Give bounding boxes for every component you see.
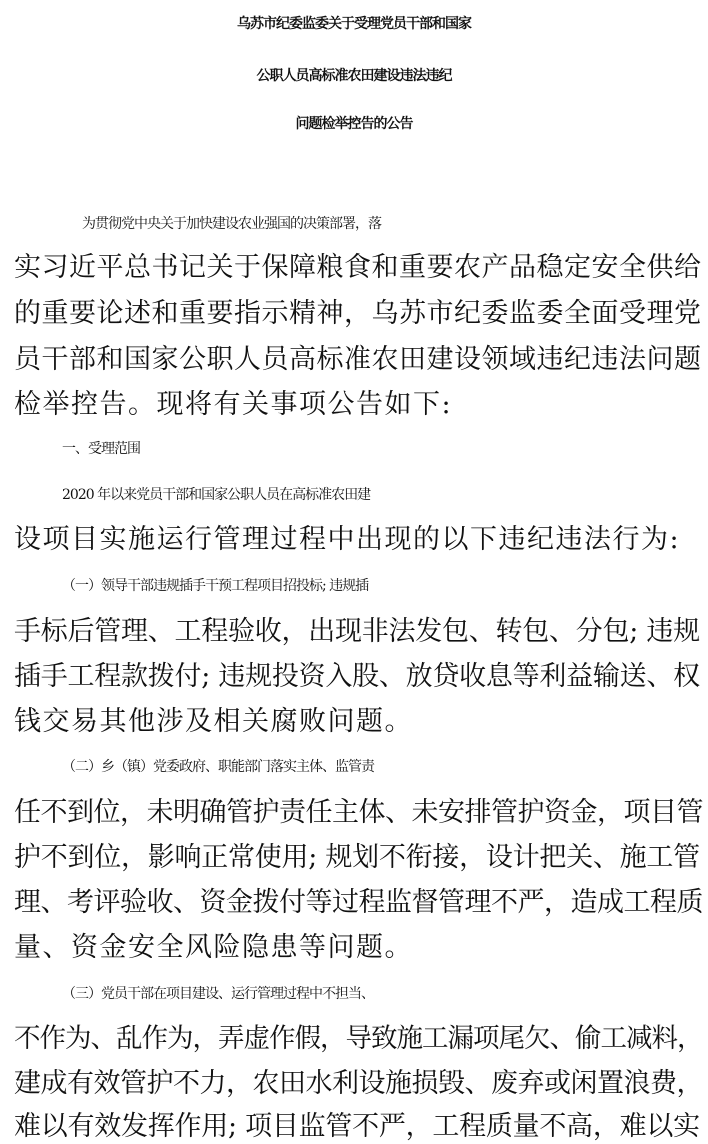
scope-line-2: 设项目实施运行管理过程中出现的以下违纪违法行为: [14, 524, 681, 555]
item-1-line-4: 钱交易其他涉及相关腐败问题。 [14, 706, 413, 737]
title-line-1: 乌苏市纪委监委关于受理党员干部和国家 [237, 16, 471, 32]
item-3-line-4: 难以有效发挥作用; 项目监管不严，工程质量不高，难以实 [14, 1111, 700, 1142]
item-3-line-2: 不作为、乱作为，弄虚作假，导致施工漏项尾欠、偷工减料， [14, 1023, 703, 1054]
intro-line-2: 实习近平总书记关于保障粮食和重要农产品稳定安全供给 [14, 252, 702, 283]
item-3-line-3: 建成有效管护不力，农田水利设施损毁、废弃或闲置浪费， [14, 1068, 703, 1099]
item-1-line-3: 插手工程款拨付; 违规投资入股、放贷收息等利益输送、权 [14, 661, 700, 692]
intro-line-3: 的重要论述和重要指示精神，乌苏市纪委监委全面受理党 [14, 298, 702, 329]
item-2-line-4: 理、考评验收、资金拨付等过程监督管理不严，造成工程质 [14, 887, 703, 918]
intro-line-1: 为贯彻党中央关于加快建设农业强国的决策部署，落 [82, 216, 381, 232]
scope-line-1: 2020 年以来党员干部和国家公职人员在高标准农田建 [62, 487, 371, 503]
item-2-line-2: 任不到位，未明确管护责任主体、未安排管护资金，项目管 [14, 797, 703, 828]
item-1-line-1: （一）领导干部违规插手干预工程项目招投标; 违规插 [62, 578, 369, 594]
section-heading-scope: 一、受理范围 [62, 441, 140, 457]
intro-line-5: 检举控告。现将有关事项公告如下: [14, 389, 453, 420]
title-line-2: 公职人员高标准农田建设违法违纪 [256, 68, 452, 84]
item-3-line-1: （三）党员干部在项目建设、运行管理过程中不担当、 [62, 986, 374, 1002]
item-2-line-3: 护不到位，影响正常使用; 规划不衔接，设计把关、施工管 [14, 842, 700, 873]
title-line-3: 问题检举控告的公告 [295, 116, 413, 132]
item-2-line-5: 量、资金安全风险隐患等问题。 [14, 932, 413, 963]
intro-line-4: 员干部和国家公职人员高标准农田建设领域违纪违法问题 [14, 344, 702, 375]
item-1-line-2: 手标后管理、工程验收，出现非法发包、转包、分包; 违规 [14, 616, 700, 647]
item-2-line-1: （二）乡（镇）党委政府、职能部门落实主体、监管责 [62, 759, 374, 775]
